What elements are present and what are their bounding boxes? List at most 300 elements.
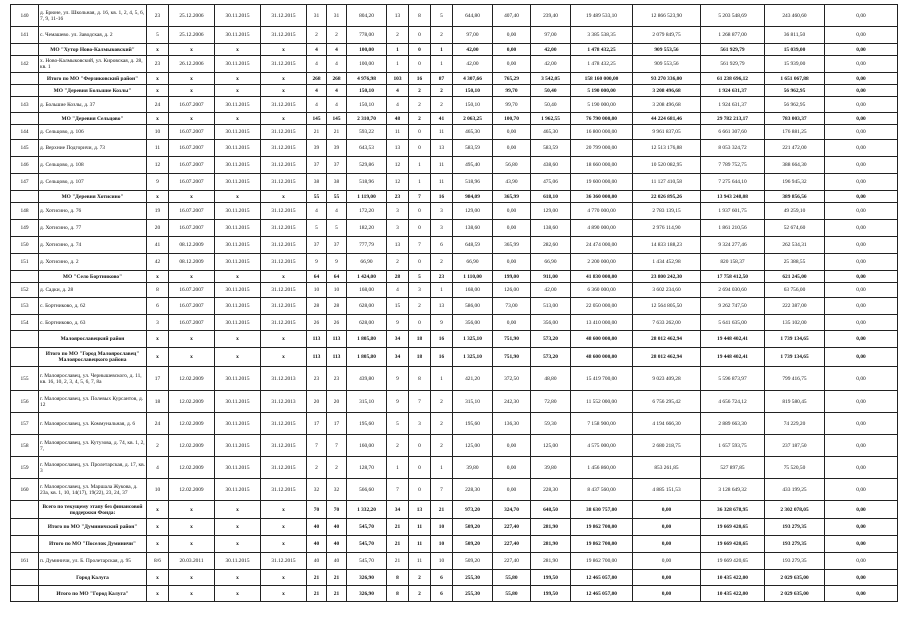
value-cell: 135 102,00 bbox=[765, 315, 825, 331]
value-cell: 08.12.2009 bbox=[169, 237, 215, 254]
value-cell: 1 110,00 bbox=[453, 271, 493, 283]
value-cell: 618,10 bbox=[531, 191, 571, 203]
value-cell: x bbox=[169, 536, 215, 553]
table-row bbox=[11, 125, 898, 140]
value-cell: 475,06 bbox=[531, 174, 571, 191]
value-cell: 778,00 bbox=[347, 27, 387, 44]
value-cell: 4 bbox=[327, 85, 347, 97]
value-cell: 509,20 bbox=[453, 519, 493, 536]
value-cell: 4 890 000,00 bbox=[571, 220, 633, 237]
value-cell: 24 474 000,00 bbox=[571, 237, 633, 254]
value-cell: 561 929,79 bbox=[701, 44, 765, 56]
table-row bbox=[11, 298, 898, 315]
row-number-cell bbox=[11, 271, 39, 283]
value-cell: 0,00 bbox=[825, 73, 898, 85]
value-cell: 56 962,95 bbox=[765, 97, 825, 113]
value-cell: 973,20 bbox=[453, 501, 493, 519]
value-cell: 29 782 213,17 bbox=[701, 113, 765, 125]
value-cell: 19 669 420,65 bbox=[701, 536, 765, 553]
value-cell: 41 830 000,00 bbox=[571, 271, 633, 283]
value-cell: 6 bbox=[431, 570, 453, 586]
value-cell: 561 929,79 bbox=[701, 56, 765, 73]
value-cell: 509,20 bbox=[453, 536, 493, 553]
value-cell: 9 bbox=[327, 254, 347, 271]
row-number-cell: 140 bbox=[11, 5, 39, 27]
value-cell: 19 448 402,41 bbox=[701, 331, 765, 348]
value-cell: 3 542,05 bbox=[531, 73, 571, 85]
value-cell: 3 bbox=[147, 315, 169, 331]
value-cell: 193 279,35 bbox=[765, 536, 825, 553]
value-cell: 1 937 601,75 bbox=[701, 203, 765, 220]
value-cell: 19 489 533,10 bbox=[571, 5, 633, 27]
value-cell: 4 bbox=[307, 56, 327, 73]
value-cell: x bbox=[261, 348, 307, 367]
value-cell: 0,00 bbox=[825, 298, 898, 315]
value-cell: 8 bbox=[147, 283, 169, 298]
value-cell: 0 bbox=[409, 435, 431, 457]
value-cell: x bbox=[215, 586, 261, 602]
value-cell: 573,20 bbox=[531, 348, 571, 367]
row-number-cell bbox=[11, 519, 39, 536]
value-cell: 0,00 bbox=[633, 570, 701, 586]
value-cell: 0,00 bbox=[825, 315, 898, 331]
value-cell: 5 bbox=[147, 27, 169, 44]
value-cell: x bbox=[261, 85, 307, 97]
value-cell: 820 158,37 bbox=[701, 254, 765, 271]
address-cell: Итого по МО "Город Калуга" bbox=[39, 586, 147, 602]
address-cell: д. Хотисино, д. 2 bbox=[39, 254, 147, 271]
value-cell: 0,00 bbox=[493, 220, 531, 237]
value-cell: 7 bbox=[409, 191, 431, 203]
value-cell: 21 bbox=[387, 536, 409, 553]
value-cell: 61 238 696,12 bbox=[701, 73, 765, 85]
value-cell: 16 bbox=[431, 348, 453, 367]
value-cell: 7 bbox=[327, 435, 347, 457]
value-cell: 0,00 bbox=[493, 140, 531, 157]
value-cell: 0,00 bbox=[633, 553, 701, 570]
value-cell: 34 bbox=[387, 501, 409, 519]
value-cell: 30.11.2015 bbox=[215, 553, 261, 570]
value-cell: 12.02.2009 bbox=[169, 367, 215, 391]
value-cell: 48 bbox=[387, 113, 409, 125]
value-cell: 12 bbox=[387, 157, 409, 174]
value-cell: 72,80 bbox=[531, 391, 571, 413]
value-cell: 438,60 bbox=[531, 157, 571, 174]
value-cell: x bbox=[169, 586, 215, 602]
value-cell: 74 229,20 bbox=[765, 413, 825, 435]
value-cell: 3 bbox=[387, 203, 409, 220]
value-cell: x bbox=[169, 44, 215, 56]
value-cell: 281,90 bbox=[531, 519, 571, 536]
subtotal-row bbox=[11, 348, 898, 367]
value-cell: 1 739 134,65 bbox=[765, 331, 825, 348]
value-cell: 407,40 bbox=[493, 5, 531, 27]
value-cell: 6 bbox=[147, 298, 169, 315]
value-cell: 3 bbox=[409, 413, 431, 435]
value-cell: 628,00 bbox=[347, 315, 387, 331]
value-cell: 227,40 bbox=[493, 536, 531, 553]
value-cell: 2 bbox=[147, 435, 169, 457]
value-cell: 66,90 bbox=[531, 254, 571, 271]
value-cell: x bbox=[215, 44, 261, 56]
value-cell: 99,70 bbox=[493, 97, 531, 113]
value-cell: 573,20 bbox=[531, 331, 571, 348]
value-cell: 324,70 bbox=[493, 501, 531, 519]
value-cell: 168,00 bbox=[347, 283, 387, 298]
value-cell: 465,30 bbox=[531, 125, 571, 140]
value-cell: 12.02.2009 bbox=[169, 391, 215, 413]
value-cell: 0,00 bbox=[825, 174, 898, 191]
value-cell: 199,00 bbox=[493, 271, 531, 283]
value-cell: 4 575 000,00 bbox=[571, 435, 633, 457]
value-cell: 97,00 bbox=[453, 27, 493, 44]
value-cell: 36 328 678,95 bbox=[701, 501, 765, 519]
value-cell: 87 bbox=[431, 73, 453, 85]
value-cell: 41 bbox=[147, 237, 169, 254]
value-cell: 2 783 139,15 bbox=[633, 203, 701, 220]
value-cell: 1 bbox=[431, 44, 453, 56]
value-cell: 8 bbox=[387, 570, 409, 586]
value-cell: 0,00 bbox=[825, 570, 898, 586]
value-cell: 0,00 bbox=[825, 27, 898, 44]
value-cell: 23 bbox=[147, 56, 169, 73]
value-cell: 16 bbox=[431, 191, 453, 203]
value-cell: 19 862 700,00 bbox=[571, 519, 633, 536]
value-cell: 1 bbox=[431, 56, 453, 73]
value-cell: 0,00 bbox=[493, 479, 531, 501]
value-cell: 129,00 bbox=[453, 203, 493, 220]
value-cell: 12 bbox=[387, 174, 409, 191]
table-row bbox=[11, 157, 898, 174]
value-cell: 38 bbox=[327, 174, 347, 191]
value-cell: 26 bbox=[327, 315, 347, 331]
value-cell: 30.11.2015 bbox=[215, 254, 261, 271]
value-cell: 15 939,00 bbox=[765, 56, 825, 73]
value-cell: 150,10 bbox=[347, 97, 387, 113]
value-cell: 113 bbox=[327, 348, 347, 367]
value-cell: 0 bbox=[409, 125, 431, 140]
value-cell: 31 bbox=[307, 5, 327, 27]
value-cell: 39 bbox=[307, 140, 327, 157]
value-cell: 13 410 000,00 bbox=[571, 315, 633, 331]
value-cell: 21 bbox=[327, 125, 347, 140]
table-row bbox=[11, 5, 898, 27]
value-cell: 20 799 000,00 bbox=[571, 140, 633, 157]
value-cell: 150,10 bbox=[347, 85, 387, 97]
address-cell: г. Малоярославец, ул. Полевых Курсантов, д. 12 bbox=[39, 391, 147, 413]
value-cell: 228,30 bbox=[453, 479, 493, 501]
value-cell: 93 270 336,00 bbox=[633, 73, 701, 85]
value-cell: 1 478 432,25 bbox=[571, 44, 633, 56]
value-cell: 12.02.2009 bbox=[169, 413, 215, 435]
value-cell: x bbox=[261, 501, 307, 519]
value-cell: 8/6 bbox=[147, 553, 169, 570]
table-row bbox=[11, 283, 898, 298]
value-cell: 100,00 bbox=[347, 56, 387, 73]
value-cell: 12.02.2009 bbox=[169, 435, 215, 457]
value-cell: 15 bbox=[387, 298, 409, 315]
value-cell: 529,86 bbox=[347, 157, 387, 174]
value-cell: 2 976 114,90 bbox=[633, 220, 701, 237]
value-cell: x bbox=[147, 113, 169, 125]
value-cell: 48,80 bbox=[531, 367, 571, 391]
value-cell: 10 bbox=[307, 283, 327, 298]
value-cell: 0,00 bbox=[825, 536, 898, 553]
value-cell: 18 bbox=[409, 348, 431, 367]
value-cell: x bbox=[169, 271, 215, 283]
value-cell: 1 805,80 bbox=[347, 331, 387, 348]
value-cell: 125,00 bbox=[531, 435, 571, 457]
value-cell: 495,40 bbox=[453, 157, 493, 174]
value-cell: 465,30 bbox=[453, 125, 493, 140]
value-cell: 24 bbox=[147, 413, 169, 435]
value-cell: 2 bbox=[409, 113, 431, 125]
value-cell: 2 bbox=[431, 97, 453, 113]
value-cell: 9 bbox=[387, 315, 409, 331]
address-cell: д. Хотисино, д. 76 bbox=[39, 203, 147, 220]
value-cell: 2 bbox=[431, 254, 453, 271]
value-cell: 5 190 000,00 bbox=[571, 85, 633, 97]
value-cell: 0,00 bbox=[825, 125, 898, 140]
row-number-cell bbox=[11, 331, 39, 348]
value-cell: 8 bbox=[387, 586, 409, 602]
value-cell: 31.12.2015 bbox=[261, 413, 307, 435]
value-cell: 24 bbox=[147, 97, 169, 113]
subtotal-row bbox=[11, 586, 898, 602]
value-cell: x bbox=[147, 85, 169, 97]
value-cell: 150,10 bbox=[453, 97, 493, 113]
value-cell: 19 862 700,00 bbox=[571, 553, 633, 570]
address-cell: д. Сельцово, д. 108 bbox=[39, 157, 147, 174]
value-cell: 5 bbox=[327, 220, 347, 237]
value-cell: 243 460,60 bbox=[765, 5, 825, 27]
value-cell: 1 332,20 bbox=[347, 501, 387, 519]
value-cell: 0,00 bbox=[825, 519, 898, 536]
value-cell: 751,90 bbox=[493, 331, 531, 348]
value-cell: 31.12.2013 bbox=[261, 391, 307, 413]
value-cell: 40 bbox=[307, 536, 327, 553]
value-cell: 0,00 bbox=[825, 44, 898, 56]
value-cell: 8 bbox=[409, 367, 431, 391]
subtotal-row bbox=[11, 191, 898, 203]
value-cell: 38 bbox=[307, 174, 327, 191]
table-row bbox=[11, 435, 898, 457]
value-cell: 0,00 bbox=[493, 125, 531, 140]
value-cell: 23 bbox=[307, 367, 327, 391]
value-cell: 1 bbox=[387, 44, 409, 56]
value-cell: 909 553,56 bbox=[633, 56, 701, 73]
value-cell: 11 bbox=[147, 140, 169, 157]
value-cell: 2 302 078,05 bbox=[765, 501, 825, 519]
value-cell: x bbox=[147, 536, 169, 553]
value-cell: 30.11.2015 bbox=[215, 367, 261, 391]
value-cell: x bbox=[147, 191, 169, 203]
value-cell: 2 063,25 bbox=[453, 113, 493, 125]
address-cell: д. Верхние Подгоричи, д. 73 bbox=[39, 140, 147, 157]
value-cell: 25.12.2006 bbox=[169, 5, 215, 27]
value-cell: 12.02.2009 bbox=[169, 479, 215, 501]
value-cell: 11 bbox=[409, 553, 431, 570]
value-cell: 42,00 bbox=[453, 44, 493, 56]
value-cell: x bbox=[261, 113, 307, 125]
value-cell: 13 bbox=[431, 298, 453, 315]
value-cell: 73,00 bbox=[493, 298, 531, 315]
row-number-cell bbox=[11, 501, 39, 519]
value-cell: 18 bbox=[147, 391, 169, 413]
value-cell: 17 bbox=[327, 413, 347, 435]
value-cell: 2 694 030,60 bbox=[701, 283, 765, 298]
value-cell: 237 187,50 bbox=[765, 435, 825, 457]
value-cell: 1 119,00 bbox=[347, 191, 387, 203]
value-cell: 5 bbox=[431, 5, 453, 27]
value-cell: 99,70 bbox=[493, 85, 531, 97]
value-cell: 64 bbox=[307, 271, 327, 283]
address-cell: д. Большие Козлы, д. 37 bbox=[39, 97, 147, 113]
value-cell: 268 bbox=[307, 73, 327, 85]
value-cell: x bbox=[261, 73, 307, 85]
value-cell: 138,60 bbox=[531, 220, 571, 237]
value-cell: 30.11.2015 bbox=[215, 157, 261, 174]
value-cell: 2 bbox=[409, 97, 431, 113]
value-cell: 4 bbox=[327, 44, 347, 56]
row-number-cell bbox=[11, 113, 39, 125]
row-number-cell: 148 bbox=[11, 203, 39, 220]
value-cell: 4 bbox=[387, 97, 409, 113]
value-cell: 1 bbox=[387, 56, 409, 73]
value-cell: 1 924 631,37 bbox=[701, 85, 765, 97]
value-cell: 1 bbox=[409, 157, 431, 174]
address-cell: п. Думиничи, ул. Б. Пролетарская, д. 95 bbox=[39, 553, 147, 570]
row-number-cell bbox=[11, 570, 39, 586]
value-cell: 6 bbox=[431, 237, 453, 254]
value-cell: 0 bbox=[409, 56, 431, 73]
value-cell: 19 669 420,65 bbox=[701, 553, 765, 570]
row-number-cell: 158 bbox=[11, 435, 39, 457]
value-cell: 0,00 bbox=[825, 586, 898, 602]
value-cell: 11 bbox=[409, 519, 431, 536]
table-row bbox=[11, 479, 898, 501]
value-cell: 0,00 bbox=[825, 157, 898, 174]
value-cell: 12 564 805,50 bbox=[633, 298, 701, 315]
resettlement-table bbox=[10, 4, 898, 602]
value-cell: 315,10 bbox=[347, 391, 387, 413]
value-cell: x bbox=[147, 570, 169, 586]
address-cell: МО "Деревня Хотисино" bbox=[39, 191, 147, 203]
value-cell: 113 bbox=[307, 331, 327, 348]
address-cell: г. Малоярославец, ул. Кутузова, д. 74, кв. 1, 2, 7, bbox=[39, 435, 147, 457]
value-cell: 113 bbox=[307, 348, 327, 367]
value-cell: 10 520 082,95 bbox=[633, 157, 701, 174]
value-cell: 0,00 bbox=[825, 97, 898, 113]
value-cell: 518,96 bbox=[347, 174, 387, 191]
value-cell: 31.12.2015 bbox=[261, 298, 307, 315]
value-cell: 39,80 bbox=[453, 457, 493, 479]
value-cell: 0,00 bbox=[825, 367, 898, 391]
value-cell: 2 680 218,75 bbox=[633, 435, 701, 457]
value-cell: x bbox=[215, 501, 261, 519]
row-number-cell: 146 bbox=[11, 157, 39, 174]
value-cell: 31.12.2015 bbox=[261, 174, 307, 191]
value-cell: 0,00 bbox=[493, 457, 531, 479]
value-cell: 21 bbox=[327, 586, 347, 602]
address-cell: д. Сельцово, д. 106 bbox=[39, 125, 147, 140]
value-cell: 22 026 895,26 bbox=[633, 191, 701, 203]
value-cell: 4 bbox=[387, 85, 409, 97]
value-cell: 30.11.2015 bbox=[215, 457, 261, 479]
value-cell: 13 bbox=[387, 5, 409, 27]
value-cell: 38 630 757,00 bbox=[571, 501, 633, 519]
value-cell: 0,00 bbox=[825, 457, 898, 479]
value-cell: x bbox=[169, 348, 215, 367]
value-cell: 195,60 bbox=[347, 413, 387, 435]
value-cell: 193 279,35 bbox=[765, 519, 825, 536]
value-cell: 176 881,25 bbox=[765, 125, 825, 140]
value-cell: 113 bbox=[327, 331, 347, 348]
value-cell: 30.11.2015 bbox=[215, 237, 261, 254]
value-cell: 0,00 bbox=[633, 536, 701, 553]
value-cell: 644,80 bbox=[453, 5, 493, 27]
value-cell: 4 bbox=[387, 283, 409, 298]
value-cell: 34 bbox=[387, 348, 409, 367]
value-cell: 6 360 000,00 bbox=[571, 283, 633, 298]
address-cell: д. Брюне, ул. Школьная, д. 16, кв. 1, 2, 4, 5, 6, 7, 9, 11-16 bbox=[39, 5, 147, 27]
value-cell: 2 310,70 bbox=[347, 113, 387, 125]
value-cell: 5 bbox=[307, 220, 327, 237]
value-cell: 3 208 496,68 bbox=[633, 85, 701, 97]
value-cell: x bbox=[261, 570, 307, 586]
value-cell: 21 bbox=[387, 519, 409, 536]
value-cell: x bbox=[169, 73, 215, 85]
value-cell: 3 602 234,60 bbox=[633, 283, 701, 298]
value-cell: 25 388,55 bbox=[765, 254, 825, 271]
value-cell: 1 456 860,00 bbox=[571, 457, 633, 479]
value-cell: 0,00 bbox=[825, 348, 898, 367]
value-cell: 909 553,56 bbox=[633, 44, 701, 56]
value-cell: 138,60 bbox=[453, 220, 493, 237]
value-cell: 12 513 176,88 bbox=[633, 140, 701, 157]
value-cell: 28 012 462,94 bbox=[633, 331, 701, 348]
value-cell: 7 633 262,00 bbox=[633, 315, 701, 331]
value-cell: 16.07.2007 bbox=[169, 220, 215, 237]
value-cell: 2 889 663,30 bbox=[701, 413, 765, 435]
value-cell: 5 190 000,00 bbox=[571, 97, 633, 113]
row-number-cell: 153 bbox=[11, 298, 39, 315]
value-cell: 40 bbox=[327, 519, 347, 536]
value-cell: 1 962,55 bbox=[531, 113, 571, 125]
value-cell: 42 bbox=[147, 254, 169, 271]
value-cell: 509,20 bbox=[453, 553, 493, 570]
value-cell: 2 bbox=[307, 457, 327, 479]
value-cell: 0,00 bbox=[825, 203, 898, 220]
value-cell: 3 208 496,68 bbox=[633, 97, 701, 113]
value-cell: 16 bbox=[409, 73, 431, 85]
value-cell: 984,09 bbox=[453, 191, 493, 203]
value-cell: 8 437 560,00 bbox=[571, 479, 633, 501]
value-cell: 11 127 410,58 bbox=[633, 174, 701, 191]
value-cell: 30.11.2015 bbox=[215, 413, 261, 435]
value-cell: 5 bbox=[387, 413, 409, 435]
value-cell: 0 bbox=[409, 457, 431, 479]
value-cell: 97,00 bbox=[531, 27, 571, 44]
value-cell: 0,00 bbox=[825, 501, 898, 519]
address-cell: Итого по МО "Город Малоярославец" Малоярославецкого района bbox=[39, 348, 147, 367]
value-cell: 239,40 bbox=[531, 5, 571, 27]
value-cell: 421,20 bbox=[453, 367, 493, 391]
value-cell: 42,00 bbox=[453, 56, 493, 73]
address-cell: Малоярославецкий район bbox=[39, 331, 147, 348]
value-cell: 0,00 bbox=[825, 56, 898, 73]
value-cell: 628,00 bbox=[347, 298, 387, 315]
